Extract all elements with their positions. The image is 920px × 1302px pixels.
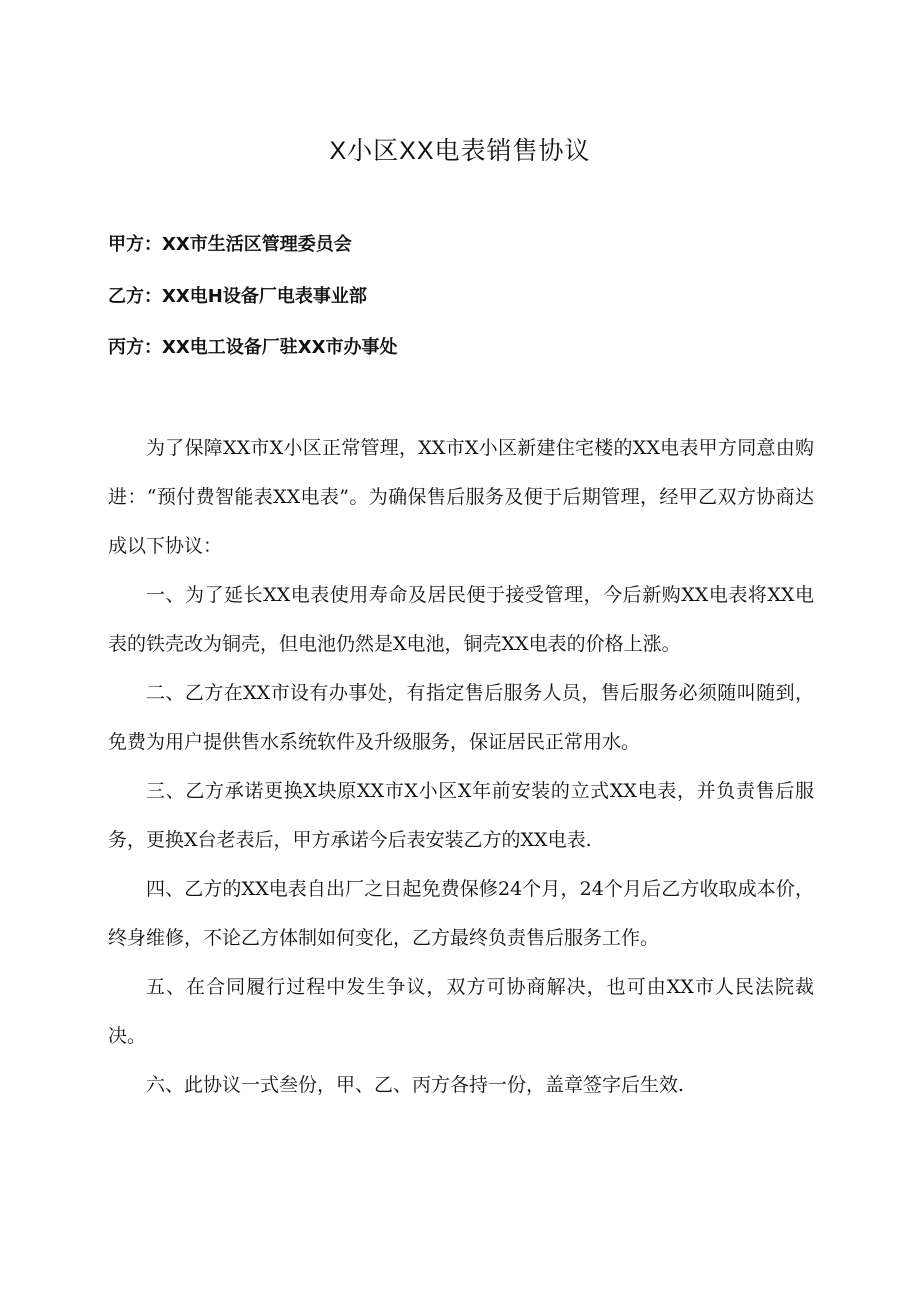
intro-paragraph: 为了保障XX市X小区正常管理，XX市X小区新建住宅楼的XX电表甲方同意由购进：“预付费智能表XX电表”。为确保售后服务及便于后期管理，经甲乙双方协商达成以下协议： (108, 437, 814, 557)
party-b (108, 283, 828, 311)
party-c (108, 334, 828, 362)
party-a-role: 甲方： (108, 234, 162, 255)
clause-3: 三、乙方承诺更换X块原XX市X小区X年前安装的立式XX电表，并负责售后服务，更换X台老表后，甲方承诺今后表安装乙方的XX电表. (108, 780, 814, 851)
clause-6: 六、此协议一式叁份，甲、乙、丙方各持一份，盖章签字后生效. (146, 1074, 685, 1096)
party-b-name: XX电H设备厂电表事业部 (162, 285, 367, 307)
party-b-role: 乙方： (108, 285, 162, 307)
party-c-role: 丙方： (108, 337, 162, 358)
clause-1: 一、为了延长XX电表使用寿命及居民便于接受管理，今后新购XX电表将XX电表的铁壳改为铜壳，但电池仍然是X电池，铜壳XX电表的价格上涨。 (108, 584, 814, 655)
document-title: X小区XX电表销售协议 (329, 137, 591, 165)
parties-list (108, 231, 828, 386)
clause-5: 五、在合同履行过程中发生争议，双方可协商解决，也可由XX市人民法院裁决。 (108, 976, 814, 1047)
clause-2: 二、乙方在XX市设有办事处，有指定售后服务人员，售后服务必须随叫随到，免费为用户提供售水系统软件及升级服务，保证居民正常用水。 (108, 682, 814, 753)
clause-4: 四、乙方的XX电表自出厂之日起免费保修24个月，24个月后乙方收取成本价，终身维修，不论乙方体制如何变化，乙方最终负责售后服务工作。 (108, 878, 814, 949)
party-a (108, 231, 828, 259)
party-a-name: XX市生活区管理委员会 (162, 234, 352, 255)
party-c-name: XX电工设备厂驻XX市办事处 (162, 337, 398, 358)
agreement-body (108, 424, 814, 1110)
